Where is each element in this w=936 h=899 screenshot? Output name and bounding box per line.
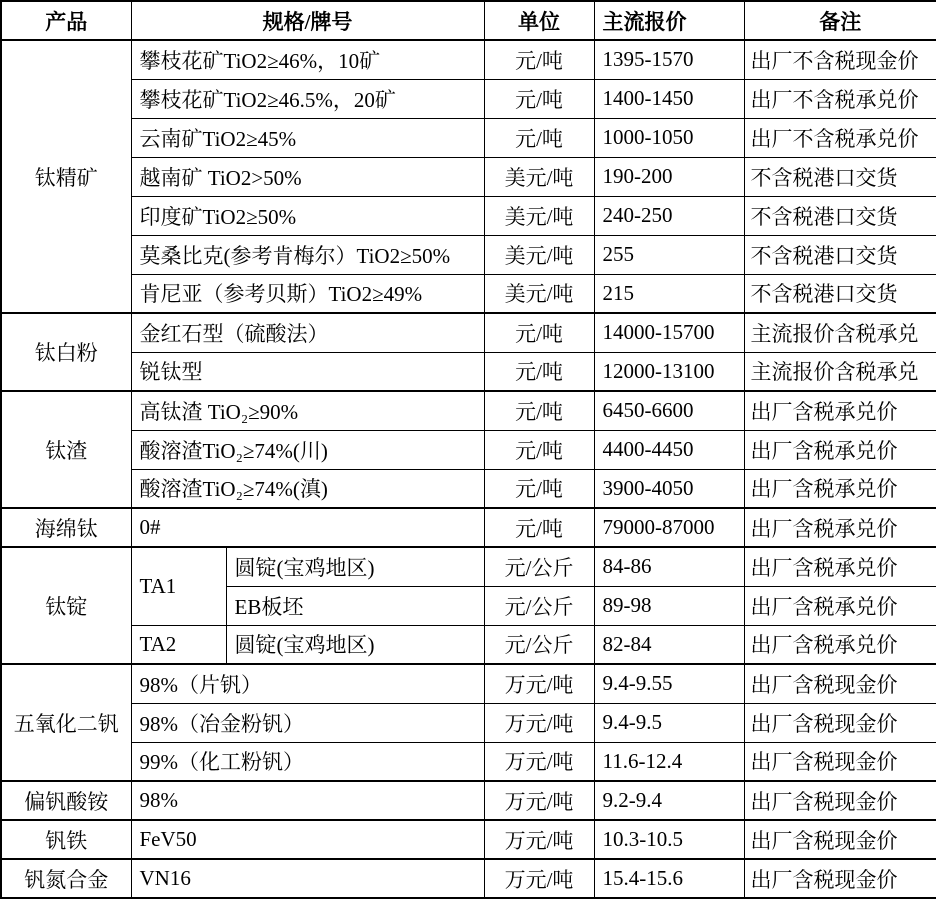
product-group-label: 钛白粉 [1, 313, 131, 391]
price-cell: 190-200 [594, 157, 744, 196]
product-group-label: 钛精矿 [1, 40, 131, 313]
unit-cell: 万元/吨 [484, 820, 594, 859]
table-row [1, 391, 936, 430]
unit-cell: 元/吨 [484, 469, 594, 508]
spec-cell: 云南矿TiO2≥45% [131, 118, 484, 157]
unit-cell: 元/吨 [484, 391, 594, 430]
spec-cell: 酸溶渣TiO₂≥74%(滇) [131, 469, 484, 508]
note-cell: 出厂含税现金价 [744, 703, 936, 742]
price-cell: 89-98 [594, 586, 744, 625]
note-cell: 出厂不含税承兑价 [744, 118, 936, 157]
unit-cell: 万元/吨 [484, 742, 594, 781]
spec-cell: 莫桑比克(参考肯梅尔）TiO2≥50% [131, 235, 484, 274]
price-cell: 79000-87000 [594, 508, 744, 547]
grade-cell: TA1 [131, 547, 226, 625]
spec-cell: 肯尼亚（参考贝斯）TiO2≥49% [131, 274, 484, 313]
note-cell: 出厂含税承兑价 [744, 547, 936, 586]
spec-cell: 酸溶渣TiO₂≥74%(川) [131, 430, 484, 469]
unit-cell: 元/公斤 [484, 547, 594, 586]
spec-cell: 98% [131, 781, 484, 820]
table-row [1, 625, 936, 664]
table-row [1, 313, 936, 352]
col-header-product: 产品 [1, 1, 131, 40]
unit-cell: 元/吨 [484, 508, 594, 547]
spec-cell: 0# [131, 508, 484, 547]
product-group-label: 五氧化二钒 [1, 664, 131, 781]
spec-cell: 锐钛型 [131, 352, 484, 391]
note-cell: 不含税港口交货 [744, 235, 936, 274]
product-group-label: 钒氮合金 [1, 859, 131, 898]
table-row [1, 157, 936, 196]
note-cell: 主流报价含税承兑 [744, 352, 936, 391]
table-row [1, 118, 936, 157]
table-row [1, 547, 936, 586]
note-cell: 不含税港口交货 [744, 157, 936, 196]
product-group-label: 海绵钛 [1, 508, 131, 547]
price-cell: 1395-1570 [594, 40, 744, 79]
note-cell: 出厂含税现金价 [744, 742, 936, 781]
table-row [1, 781, 936, 820]
table-row [1, 820, 936, 859]
spec-cell: EB板坯 [226, 586, 484, 625]
spec-cell: 攀枝花矿TiO2≥46%，10矿 [131, 40, 484, 79]
spec-cell: VN16 [131, 859, 484, 898]
table-row [1, 430, 936, 469]
price-cell: 215 [594, 274, 744, 313]
price-cell: 14000-15700 [594, 313, 744, 352]
table-row [1, 274, 936, 313]
unit-cell: 万元/吨 [484, 664, 594, 703]
note-cell: 出厂含税承兑价 [744, 430, 936, 469]
note-cell: 出厂含税现金价 [744, 664, 936, 703]
table-row [1, 235, 936, 274]
col-header-note: 备注 [744, 1, 936, 40]
note-cell: 出厂含税承兑价 [744, 469, 936, 508]
spec-cell: 98%（冶金粉钒） [131, 703, 484, 742]
table-row [1, 859, 936, 898]
price-cell: 4400-4450 [594, 430, 744, 469]
price-cell: 240-250 [594, 196, 744, 235]
price-cell: 15.4-15.6 [594, 859, 744, 898]
table-row [1, 40, 936, 79]
note-cell: 出厂含税承兑价 [744, 625, 936, 664]
spec-cell: 越南矿 TiO2>50% [131, 157, 484, 196]
col-header-spec: 规格/牌号 [131, 1, 484, 40]
unit-cell: 元/吨 [484, 313, 594, 352]
price-cell: 3900-4050 [594, 469, 744, 508]
table-row [1, 469, 936, 508]
header-row [1, 1, 936, 40]
unit-cell: 元/吨 [484, 352, 594, 391]
unit-cell: 元/吨 [484, 118, 594, 157]
price-cell: 11.6-12.4 [594, 742, 744, 781]
table-row [1, 352, 936, 391]
col-header-price: 主流报价 [594, 1, 744, 40]
price-cell: 12000-13100 [594, 352, 744, 391]
note-cell: 出厂含税现金价 [744, 859, 936, 898]
table-row [1, 196, 936, 235]
table-row [1, 79, 936, 118]
price-cell: 1400-1450 [594, 79, 744, 118]
spec-cell: 印度矿TiO2≥50% [131, 196, 484, 235]
grade-cell: TA2 [131, 625, 226, 664]
unit-cell: 美元/吨 [484, 196, 594, 235]
unit-cell: 美元/吨 [484, 157, 594, 196]
unit-cell: 美元/吨 [484, 274, 594, 313]
spec-cell: 高钛渣 TiO₂≥90% [131, 391, 484, 430]
price-cell: 6450-6600 [594, 391, 744, 430]
unit-cell: 元/公斤 [484, 625, 594, 664]
note-cell: 出厂含税承兑价 [744, 586, 936, 625]
unit-cell: 元/吨 [484, 79, 594, 118]
spec-cell: FeV50 [131, 820, 484, 859]
note-cell: 出厂含税现金价 [744, 820, 936, 859]
spec-cell: 99%（化工粉钒） [131, 742, 484, 781]
table-row [1, 703, 936, 742]
note-cell: 出厂不含税承兑价 [744, 79, 936, 118]
price-cell: 9.4-9.55 [594, 664, 744, 703]
unit-cell: 元/吨 [484, 430, 594, 469]
price-cell: 82-84 [594, 625, 744, 664]
price-cell: 9.2-9.4 [594, 781, 744, 820]
price-cell: 10.3-10.5 [594, 820, 744, 859]
table-row [1, 742, 936, 781]
spec-cell: 圆锭(宝鸡地区) [226, 625, 484, 664]
price-cell: 1000-1050 [594, 118, 744, 157]
product-group-label: 钛渣 [1, 391, 131, 508]
note-cell: 出厂含税承兑价 [744, 508, 936, 547]
spec-cell: 圆锭(宝鸡地区) [226, 547, 484, 586]
product-group-label: 钒铁 [1, 820, 131, 859]
spec-cell: 98%（片钒） [131, 664, 484, 703]
table-row [1, 508, 936, 547]
spec-cell: 金红石型（硫酸法） [131, 313, 484, 352]
price-cell: 255 [594, 235, 744, 274]
note-cell: 出厂含税现金价 [744, 781, 936, 820]
unit-cell: 元/公斤 [484, 586, 594, 625]
product-group-label: 钛锭 [1, 547, 131, 664]
unit-cell: 万元/吨 [484, 859, 594, 898]
price-cell: 9.4-9.5 [594, 703, 744, 742]
note-cell: 不含税港口交货 [744, 274, 936, 313]
price-cell: 84-86 [594, 547, 744, 586]
unit-cell: 元/吨 [484, 40, 594, 79]
note-cell: 不含税港口交货 [744, 196, 936, 235]
unit-cell: 万元/吨 [484, 703, 594, 742]
unit-cell: 美元/吨 [484, 235, 594, 274]
col-header-unit: 单位 [484, 1, 594, 40]
note-cell: 主流报价含税承兑 [744, 313, 936, 352]
spec-cell: 攀枝花矿TiO2≥46.5%，20矿 [131, 79, 484, 118]
table-row [1, 664, 936, 703]
note-cell: 出厂不含税现金价 [744, 40, 936, 79]
unit-cell: 万元/吨 [484, 781, 594, 820]
note-cell: 出厂含税承兑价 [744, 391, 936, 430]
product-group-label: 偏钒酸铵 [1, 781, 131, 820]
